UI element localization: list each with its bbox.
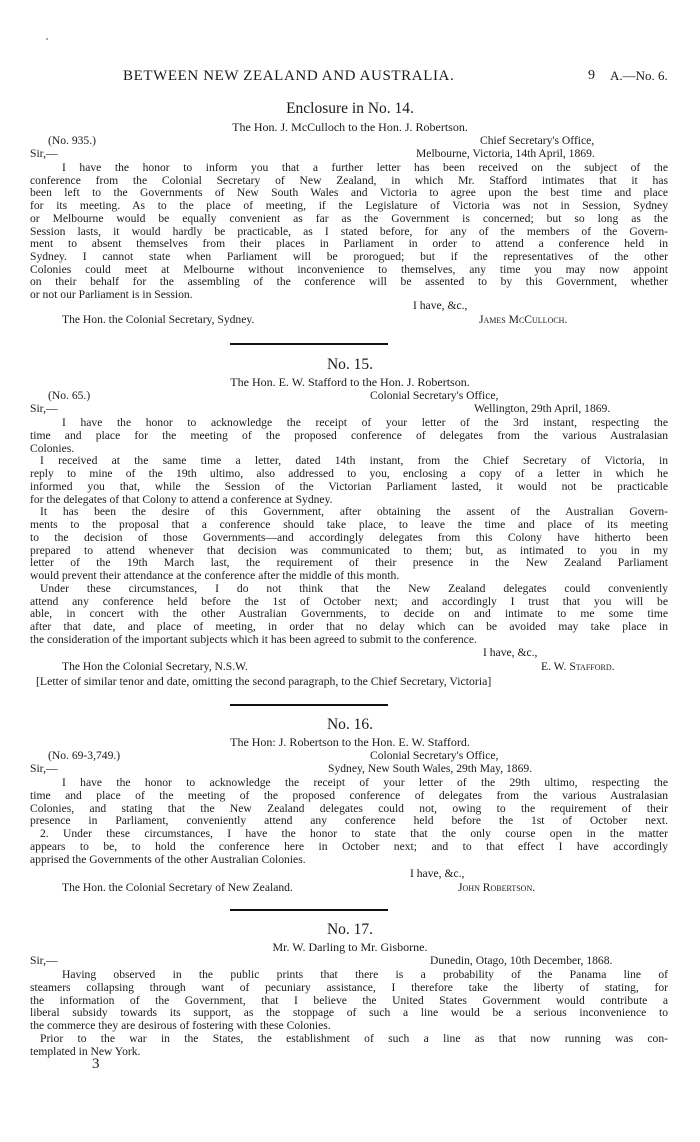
- letter-15-addressee: The Hon the Colonial Secretary, N.S.W.: [62, 660, 248, 673]
- enclosure-14-salutation: Sir,—: [30, 147, 58, 160]
- enclosure-14-signature: James McCulloch.: [479, 313, 568, 326]
- text-line: 2. Under these circumstances, I have the honor to state that the only course open in the matter: [40, 827, 668, 841]
- text-line: informed you that, while the Session of the Victorian Parliament lasted, it would not be practicable: [30, 479, 668, 493]
- text-line: or not our Parliament is in Session.: [30, 288, 193, 301]
- text-line: I have the honor to acknowledge the receipt of your letter of the 3rd instant, respecting the: [62, 416, 668, 429]
- section-divider: [230, 909, 388, 911]
- text-line: templated in New York.: [30, 1044, 141, 1058]
- text-line: after that date, and place of meeting, in order that no delay which can be avoided may take place in: [30, 620, 668, 633]
- text-line: Colonies, and stating that the New Zealand delegates could not, owing to the requirement of their: [30, 801, 668, 815]
- paper-reference: A.—No. 6.: [610, 68, 668, 83]
- text-line: Prior to the war in the States, the establishment of such a line as that now running was con-: [40, 1032, 668, 1045]
- text-line: reply to mine of the 19th ultimo, also addressed to you, enclosing a copy of a letter in which he: [30, 467, 668, 480]
- letter-15-place-date: Wellington, 29th April, 1869.: [474, 402, 611, 415]
- letter-15-note: [Letter of similar tenor and date, omitting the second paragraph, to the Chief Secretary, Victoria]: [36, 674, 492, 688]
- text-line: Under these circumstances, I do not think that the New Zealand delegates could conveniently: [40, 581, 668, 595]
- text-line: I have the honor to inform you that a further letter has been received on the subject of the: [62, 161, 668, 174]
- text-line: to the decision of those Governments—and accordingly delegates from this Colony have hitherto been: [30, 530, 668, 544]
- letter-16-salutation: Sir,—: [30, 762, 58, 775]
- text-line: would prevent their attendance at the conference after the middle of this month.: [30, 569, 400, 582]
- text-line: Colonies could meet at Melbourne without inconvenience to themselves, any time you may now appoint: [30, 262, 668, 276]
- letter-16-subheading: The Hon: J. Robertson to the Hon. E. W. Stafford.: [230, 735, 470, 749]
- text-line: presence in Parliament, conveniently attend any conference held before the 1st of October next.: [30, 814, 668, 828]
- letter-17-heading: No. 17.: [326, 921, 374, 938]
- text-line: or Melbourne would be equally convenient as far as the Government is concerned; but so long as the: [30, 211, 668, 225]
- letter-17-salutation: Sir,—: [30, 954, 58, 967]
- letter-15-signature: E. W. Stafford.: [541, 660, 615, 673]
- letter-16-signature: John Robertson.: [458, 881, 536, 894]
- letter-16-heading: No. 16.: [326, 716, 374, 733]
- text-line: the consideration of the important subjects which it has been agreed to submit to the conference.: [30, 632, 477, 646]
- letter-15-salutation: Sir,—: [30, 402, 58, 415]
- text-line: prepared to attend whenever that decision was communicated to them; but, as intimated to you in my: [30, 543, 668, 557]
- page-number: 9: [588, 68, 596, 83]
- text-line: Sydney. I cannot state when Parliament will be prorogued; but if the representatives of the other: [30, 249, 668, 263]
- text-line: conference from the Colonial Secretary of New Zealand, in which Mr. Stafford intimates that it has: [30, 173, 668, 187]
- section-divider: [230, 704, 388, 706]
- letter-15-closing: I have, &c.,: [483, 646, 538, 659]
- letter-15-number: (No. 65.): [48, 389, 91, 402]
- running-title: BETWEEN NEW ZEALAND AND AUSTRALIA.: [123, 68, 455, 84]
- letter-16-number: (No. 69-3,749.): [48, 749, 121, 762]
- letter-16-office: Colonial Secretary's Office,: [370, 749, 499, 762]
- text-line: able, in concert with the other Australian Governments, to decide on and intimate to me some time: [30, 607, 668, 621]
- letter-17-place-date: Dunedin, Otago, 10th December, 1868.: [430, 954, 613, 967]
- enclosure-14-number: (No. 935.): [48, 134, 96, 147]
- letter-17-subheading: Mr. W. Darling to Mr. Gisborne.: [272, 940, 428, 954]
- text-line: Colonies.: [30, 441, 75, 455]
- enclosure-14-heading: Enclosure in No. 14.: [286, 100, 414, 117]
- letter-15-office: Colonial Secretary's Office,: [370, 389, 499, 402]
- speck: [46, 38, 48, 40]
- letter-16-addressee: The Hon. the Colonial Secretary of New Zealand.: [62, 881, 293, 894]
- text-line: It has been the desire of this Government, after obtaining the assent of the Australian Govern-: [40, 505, 668, 519]
- text-line: apprised the Governments of the other Australian Colonies.: [30, 852, 306, 866]
- text-line: attend any conference held before the 1st of October next; and accordingly I trust that you will be: [30, 594, 668, 608]
- letter-16-closing: I have, &c.,: [410, 867, 465, 880]
- text-line: the information of the Government, that I believe the United States Government would contribute a: [30, 993, 668, 1007]
- letter-16-place-date: Sydney, New South Wales, 29th May, 1869.: [328, 762, 533, 775]
- text-line: for the delegates of that Colony to attend a conference at Sydney.: [30, 492, 333, 506]
- enclosure-14-place-date: Melbourne, Victoria, 14th April, 1869.: [416, 147, 595, 160]
- text-line: for its meeting. As to the place of meeting, if the Legislature of Victoria was not in Session, Sydney: [30, 199, 668, 213]
- enclosure-14-addressee: The Hon. the Colonial Secretary, Sydney.: [62, 313, 255, 326]
- text-line: been left to the Governments of New South Wales and Victoria to agree upon the best time and place: [30, 186, 668, 200]
- enclosure-14-office: Chief Secretary's Office,: [480, 134, 595, 147]
- text-line: time and place of the meeting of the proposed conference of delegates from the various Australasian: [30, 788, 668, 802]
- text-line: the commerce they are desirous of fostering with these Colonies.: [30, 1019, 331, 1033]
- text-line: appears to be, to hold the conference here in October next; and to that effect I have accordingly: [30, 840, 668, 853]
- text-line: steamers collapsing through want of pecuniary assistance, I therefore take the liberty of stating, for: [30, 980, 668, 994]
- letter-15-subheading: The Hon. E. W. Stafford to the Hon. J. Robertson.: [230, 375, 470, 389]
- text-line: I have the honor to acknowledge the receipt of your letter of the 29th ultimo, respecting the: [62, 776, 668, 789]
- enclosure-14-closing: I have, &c.,: [413, 299, 468, 312]
- text-line: Having observed in the public prints that there is a probability of the Panama line of: [62, 968, 668, 981]
- signature-mark: 3: [92, 1056, 100, 1072]
- letter-15-heading: No. 15.: [326, 356, 374, 373]
- text-line: ments to the proposal that a conference should take place, to leave the time and place of its meeting: [30, 518, 668, 531]
- text-line: liberal subsidy towards its support, as the stoppage of such a line would be a serious inconvenience to: [30, 1006, 668, 1020]
- text-line: I received at the same time a letter, dated 14th instant, from the Chief Secretary of Victoria, in: [40, 454, 668, 468]
- text-line: Session lasts, it would hardly be practicable, as I stated before, for any of the members of the Govern-: [30, 224, 668, 238]
- enclosure-14-subheading: The Hon. J. McCulloch to the Hon. J. Robertson.: [232, 120, 468, 134]
- text-line: time and place for the meeting of the proposed conference of delegates from the various Australasian: [30, 428, 668, 442]
- text-line: on their behalf for the assembling of the conference will be assented to by this Government, whether: [30, 275, 668, 289]
- text-line: letter of the 19th March last, the requirement of their presence in the New Zealand Parliament: [30, 556, 668, 570]
- text-line: ment to absent themselves from their places in Parliament in order to attend a conference held in: [30, 237, 668, 251]
- section-divider: [230, 343, 388, 345]
